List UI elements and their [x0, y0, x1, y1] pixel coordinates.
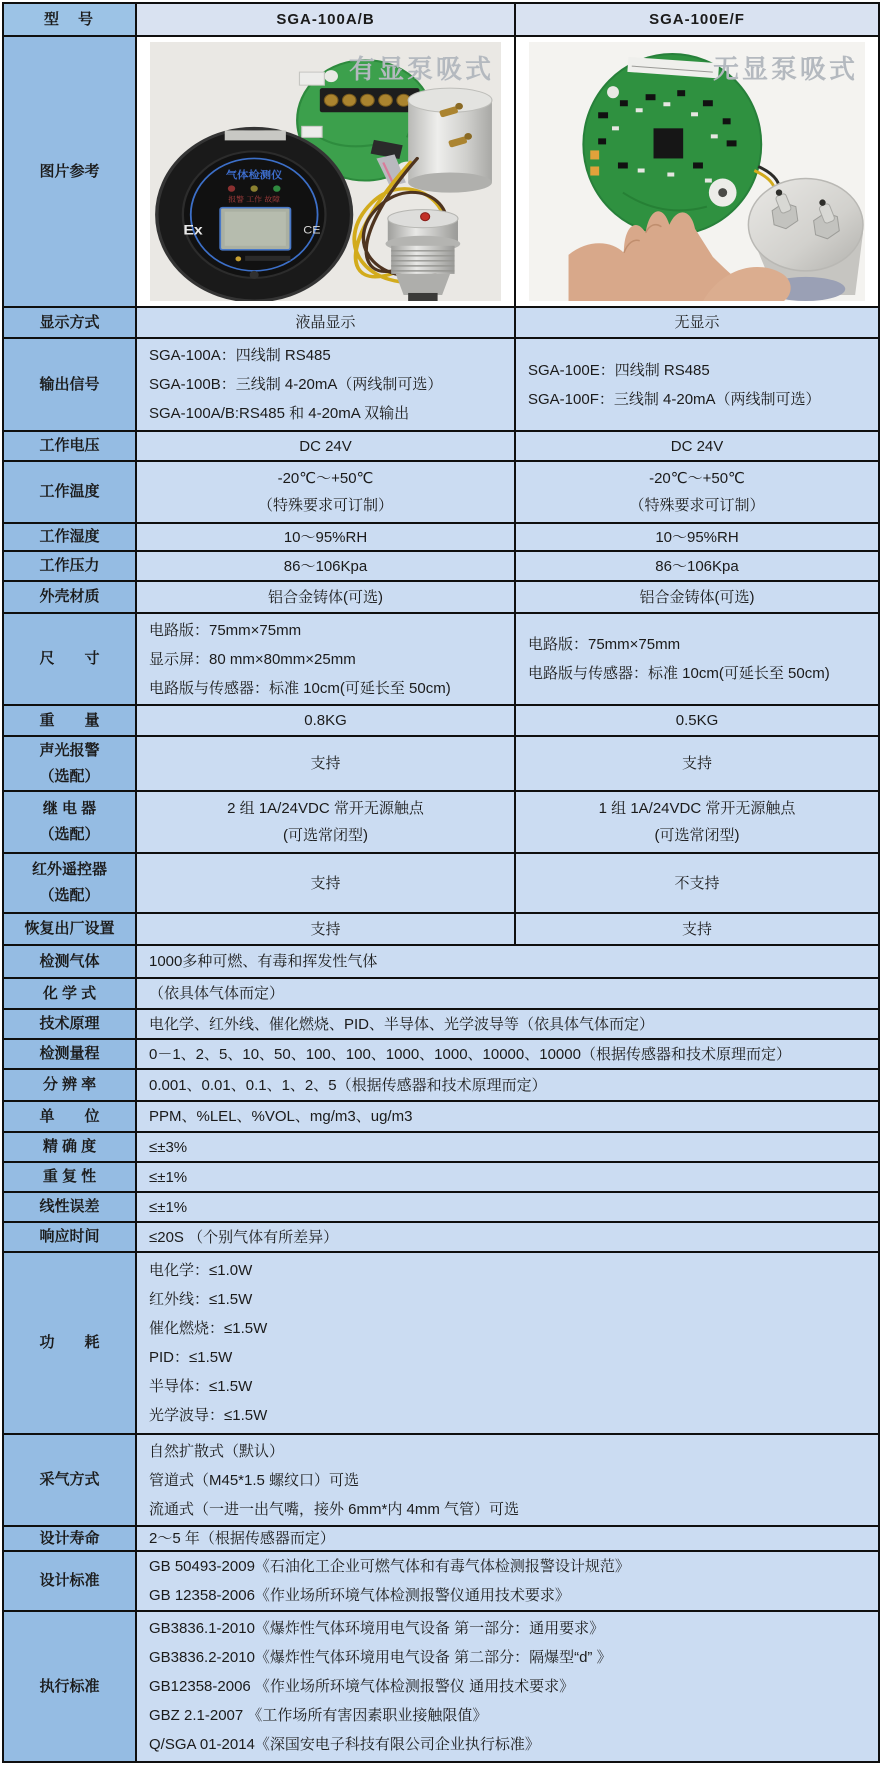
value-line: -20℃～+50℃: [649, 470, 745, 487]
row-label-line: 输出信号: [39, 375, 100, 393]
row-label-ir-remote: [4, 854, 135, 912]
value-cell: [135, 1102, 878, 1131]
row-label-working-humidity: [4, 524, 135, 550]
image-reference-label: [4, 37, 135, 306]
value-cell: [135, 1070, 878, 1100]
row-label-response-time: [4, 1223, 135, 1251]
value-line: GB12358-2006 《作业场所环境气体检测报警仪 通用技术要求》: [149, 1678, 575, 1695]
row-label-linearity-error: [4, 1193, 135, 1221]
row-label-unit: [4, 1102, 135, 1131]
detector-led-labels: 报警 工作 故障: [228, 195, 281, 204]
value-cell: [135, 1193, 878, 1221]
value-cell: [135, 1552, 878, 1610]
value-line: （依具体气体而定）: [149, 985, 285, 1002]
value-line: 86～106Kpa: [283, 557, 368, 575]
value-line: 铝合金铸体(可选): [639, 588, 755, 606]
value-line: (可选常闭型): [283, 827, 368, 844]
row-label-line: 工作电压: [39, 437, 100, 454]
row-label-line: 继 电 器: [42, 800, 97, 817]
value-line: 红外线：≤1.5W: [149, 1291, 253, 1308]
value-cell: [135, 946, 878, 977]
value-cell: [135, 1010, 878, 1038]
table-row-working-humidity: [4, 522, 878, 550]
value-cell: [135, 914, 514, 944]
value-line: SGA-100A/B:RS485 和 4-20mA 双输出: [149, 405, 410, 422]
table-row-output-signal: [4, 337, 878, 430]
value-line: 0.5KG: [675, 712, 719, 729]
value-line: 2～5 年（根据传感器而定）: [149, 1530, 335, 1547]
value-line: 无显示: [674, 314, 720, 331]
row-label-detection-range: [4, 1040, 135, 1068]
value-cell: [135, 339, 514, 430]
table-row-accuracy: [4, 1131, 878, 1161]
value-line: -20℃～+50℃: [277, 470, 374, 487]
value-cell: [135, 432, 514, 460]
table-row-working-pressure: [4, 550, 878, 580]
value-cell: [514, 614, 878, 704]
detector-faceplate-icon: [157, 128, 352, 301]
table-row-response-time: [4, 1221, 878, 1251]
row-label-line: 执行标准: [39, 1677, 100, 1695]
value-line: 支持: [681, 755, 712, 772]
row-label-line: 化 学 式: [42, 984, 97, 1002]
value-cell: [514, 792, 878, 852]
row-label-line: 声光报警: [39, 741, 100, 759]
value-line: ≤±1%: [149, 1168, 188, 1186]
table-row-display-mode: [4, 306, 878, 337]
row-label-line: 外壳材质: [39, 588, 100, 605]
value-line: PPM、%LEL、%VOL、mg/m3、ug/m3: [149, 1108, 413, 1125]
value-cell: [135, 1612, 878, 1761]
value-line: SGA-100A：四线制 RS485: [149, 347, 331, 364]
value-line: ≤20S （个别气体有所差异）: [149, 1228, 339, 1246]
row-label-line: 红外遥控器: [31, 861, 107, 878]
detector-title-text: 气体检测仪: [225, 170, 283, 182]
value-line: 流通式（一进一出气嘴，接外 6mm*内 4mm 气管）可选: [149, 1500, 520, 1518]
spec-table: [2, 2, 880, 1763]
table-row-sampling-method: [4, 1433, 878, 1525]
row-label-display-mode: [4, 308, 135, 337]
value-cell: [514, 339, 878, 430]
row-label-sampling-method: [4, 1435, 135, 1525]
value-line: SGA-100B：三线制 4-20mA（两线制可选）: [149, 376, 443, 393]
value-cell: [135, 706, 514, 735]
row-label-audible-visual-alarm: [4, 737, 135, 790]
row-label-line: 尺 寸: [39, 650, 100, 667]
row-label-working-temperature: [4, 462, 135, 522]
row-label-design-standard: [4, 1552, 135, 1610]
value-line: 电路版：75mm×75mm: [528, 636, 681, 653]
model-header-label: [4, 4, 135, 35]
value-cell: [135, 1133, 878, 1161]
row-label-housing-material: [4, 582, 135, 612]
table-row-working-voltage: [4, 430, 878, 460]
value-line: GBZ 2.1-2007 《工作场所有害因素职业接触限值》: [149, 1707, 488, 1724]
row-label-line: 工作湿度: [39, 528, 100, 545]
pump-cylinder-icon: [408, 88, 492, 192]
row-label-line: 功 耗: [39, 1334, 100, 1351]
row-label-power-consumption: [4, 1253, 135, 1433]
row-label-factory-reset: [4, 914, 135, 944]
value-line: SGA-100E：四线制 RS485: [528, 361, 710, 379]
spec-rows: [4, 306, 878, 1761]
row-label-line: （选配）: [39, 887, 100, 904]
table-row-resolution: [4, 1068, 878, 1100]
value-line: （特殊要求可订制）: [257, 497, 393, 514]
row-label-output-signal: [4, 339, 135, 430]
value-line: 1000多种可燃、有毒和挥发性气体: [149, 953, 378, 970]
value-line: GB3836.2-2010《爆炸性气体环境用电气设备 第二部分：隔爆型“d” 》: [149, 1649, 612, 1666]
value-line: 电化学：≤1.0W: [149, 1262, 253, 1279]
row-label-line: 单 位: [39, 1107, 100, 1125]
row-label-execution-standard: [4, 1612, 135, 1761]
value-line: DC 24V: [670, 437, 724, 455]
value-line: 液晶显示: [295, 314, 356, 331]
row-label-line: （选配）: [39, 767, 100, 785]
table-row-dimensions: [4, 612, 878, 704]
table-row-chemical-formula: [4, 977, 878, 1008]
value-cell: [514, 582, 878, 612]
image-reference-row: [4, 35, 878, 306]
value-cell: [135, 1163, 878, 1191]
value-cell: [514, 737, 878, 790]
table-row-linearity-error: [4, 1191, 878, 1221]
value-cell: [514, 308, 878, 337]
value-line: 支持: [310, 755, 341, 772]
value-line: 管道式（M45*1.5 螺纹口）可选: [149, 1471, 360, 1489]
table-row-detected-gas: [4, 944, 878, 977]
value-line: PID：≤1.5W: [149, 1349, 233, 1366]
row-label-working-pressure: [4, 552, 135, 580]
table-row-repeatability: [4, 1161, 878, 1191]
row-label-line: 工作温度: [39, 483, 100, 500]
table-row-execution-standard: [4, 1610, 878, 1761]
value-cell: [135, 462, 514, 522]
value-line: 铝合金铸体(可选): [268, 588, 383, 606]
table-row-relay: [4, 790, 878, 852]
row-label-detected-gas: [4, 946, 135, 977]
value-line: GB 50493-2009《石油化工企业可燃气体和有毒气体检测报警设计规范》: [149, 1558, 630, 1575]
row-label-line: 技术原理: [39, 1015, 100, 1032]
value-line: ≤±1%: [149, 1198, 188, 1216]
table-row-audible-visual-alarm: [4, 735, 878, 790]
value-line: 电路版与传感器：标准 10cm(可延长至 50cm): [149, 679, 451, 697]
table-row-weight: [4, 704, 878, 735]
model-header-label-text: 型 号: [43, 10, 95, 28]
value-cell: [135, 737, 514, 790]
value-line: 自然扩散式（默认）: [149, 1442, 285, 1460]
row-label-line: 设计寿命: [39, 1529, 100, 1547]
row-label-weight: [4, 706, 135, 735]
value-line: GB 12358-2006《作业场所环境气体检测报警仪通用技术要求》: [149, 1587, 570, 1604]
row-label-line: 检测量程: [39, 1045, 100, 1062]
table-row-ir-remote: [4, 852, 878, 912]
detector-ce-mark: CE: [303, 224, 321, 237]
value-cell: [135, 614, 514, 704]
row-label-accuracy: [4, 1133, 135, 1161]
table-row-unit: [4, 1100, 878, 1131]
value-line: 电路版：75mm×75mm: [149, 621, 302, 639]
value-line: 0.001、0.01、0.1、1、2、5（根据传感器和技术原理而定）: [149, 1076, 547, 1094]
row-label-line: 工作压力: [39, 557, 100, 574]
table-row-housing-material: [4, 580, 878, 612]
value-line: 86～106Kpa: [655, 557, 739, 575]
value-cell: [135, 308, 514, 337]
value-line: 0.8KG: [304, 712, 347, 729]
row-label-technical-principle: [4, 1010, 135, 1038]
value-line: 支持: [310, 874, 341, 892]
model-name-right: SGA-100E/F: [514, 4, 878, 35]
value-cell: [135, 1040, 878, 1068]
value-line: 10～95%RH: [655, 528, 739, 546]
value-line: 催化燃烧：≤1.5W: [149, 1320, 268, 1337]
row-label-dimensions: [4, 614, 135, 704]
row-label-line: 重 复 性: [42, 1168, 97, 1185]
value-cell: [514, 706, 878, 735]
row-label-design-life: [4, 1527, 135, 1550]
value-cell: [135, 1435, 878, 1525]
value-cell: [135, 1253, 878, 1433]
table-header-row: [4, 4, 878, 35]
model-name-left: SGA-100A/B: [135, 4, 514, 35]
table-row-design-life: [4, 1525, 878, 1550]
value-line: DC 24V: [299, 437, 352, 455]
value-line: 半导体：≤1.5W: [149, 1378, 253, 1395]
value-line: 光学波导：≤1.5W: [149, 1407, 268, 1424]
image-reference-label-text: 图片参考: [39, 162, 100, 180]
row-label-resolution: [4, 1070, 135, 1100]
row-label-line: 分 辨 率: [42, 1076, 97, 1093]
value-cell: [514, 552, 878, 580]
value-line: GB3836.1-2010《爆炸性气体环境用电气设备 第一部分：通用要求》: [149, 1620, 605, 1637]
spec-sheet-page: [0, 2, 881, 1763]
table-row-technical-principle: [4, 1008, 878, 1038]
value-cell: [514, 462, 878, 522]
value-cell: [135, 582, 514, 612]
product-photo-right-cell: [514, 37, 878, 306]
value-line: 电化学、红外线、催化燃烧、PID、半导体、光学波导等（依具体气体而定）: [149, 1015, 655, 1033]
value-line: 不支持: [674, 874, 720, 892]
value-line: 支持: [310, 920, 341, 938]
value-line: 电路版与传感器：标准 10cm(可延长至 50cm): [528, 665, 830, 682]
table-row-factory-reset: [4, 912, 878, 944]
row-label-line: 恢复出厂设置: [24, 920, 115, 937]
row-label-line: 设计标准: [39, 1572, 100, 1589]
value-cell: [514, 854, 878, 912]
value-cell: [135, 1527, 878, 1550]
value-cell: [514, 524, 878, 550]
table-row-design-standard: [4, 1550, 878, 1610]
row-label-line: 响应时间: [39, 1228, 100, 1245]
value-cell: [135, 979, 878, 1008]
value-line: (可选常闭型): [654, 827, 740, 844]
table-row-detection-range: [4, 1038, 878, 1068]
row-label-line: （选配）: [39, 826, 100, 843]
value-line: 支持: [681, 920, 712, 938]
value-cell: [135, 524, 514, 550]
value-line: ≤±3%: [149, 1138, 188, 1156]
row-label-line: 检测气体: [39, 952, 100, 970]
row-label-working-voltage: [4, 432, 135, 460]
table-row-working-temperature: [4, 460, 878, 522]
value-line: Q/SGA 01-2014《深国安电子科技有限公司企业执行标准》: [149, 1736, 540, 1753]
value-cell: [135, 1223, 878, 1251]
row-label-chemical-formula: [4, 979, 135, 1008]
watermark-right: 无显泵吸式: [712, 54, 858, 84]
row-label-relay: [4, 792, 135, 852]
row-label-line: 重 量: [39, 711, 100, 729]
table-row-power-consumption: [4, 1251, 878, 1433]
value-cell: [135, 552, 514, 580]
watermark-left: 有显泵吸式: [348, 54, 494, 84]
row-label-line: 精 确 度: [42, 1138, 97, 1155]
value-line: （特殊要求可订制）: [629, 497, 765, 514]
row-label-line: 线性误差: [39, 1198, 100, 1215]
value-cell: [135, 792, 514, 852]
value-line: SGA-100F：三线制 4-20mA（两线制可选）: [528, 390, 821, 408]
value-line: 2 组 1A/24VDC 常开无源触点: [227, 800, 424, 817]
row-label-repeatability: [4, 1163, 135, 1191]
value-cell: [135, 854, 514, 912]
value-line: 0－1、2、5、10、50、100、100、1000、1000、10000、10000（根据传感器和技术原理而定）: [149, 1045, 791, 1063]
value-cell: [514, 432, 878, 460]
row-label-line: 显示方式: [39, 313, 100, 331]
detector-ex-mark: Ex: [183, 222, 203, 239]
value-line: 1 组 1A/24VDC 常开无源触点: [598, 800, 796, 817]
product-photo-left-cell: [135, 37, 514, 306]
row-label-line: 采气方式: [39, 1471, 100, 1488]
value-line: 显示屏：80 mm×80mm×25mm: [149, 650, 356, 668]
value-cell: [514, 914, 878, 944]
value-line: 10～95%RH: [283, 528, 368, 546]
